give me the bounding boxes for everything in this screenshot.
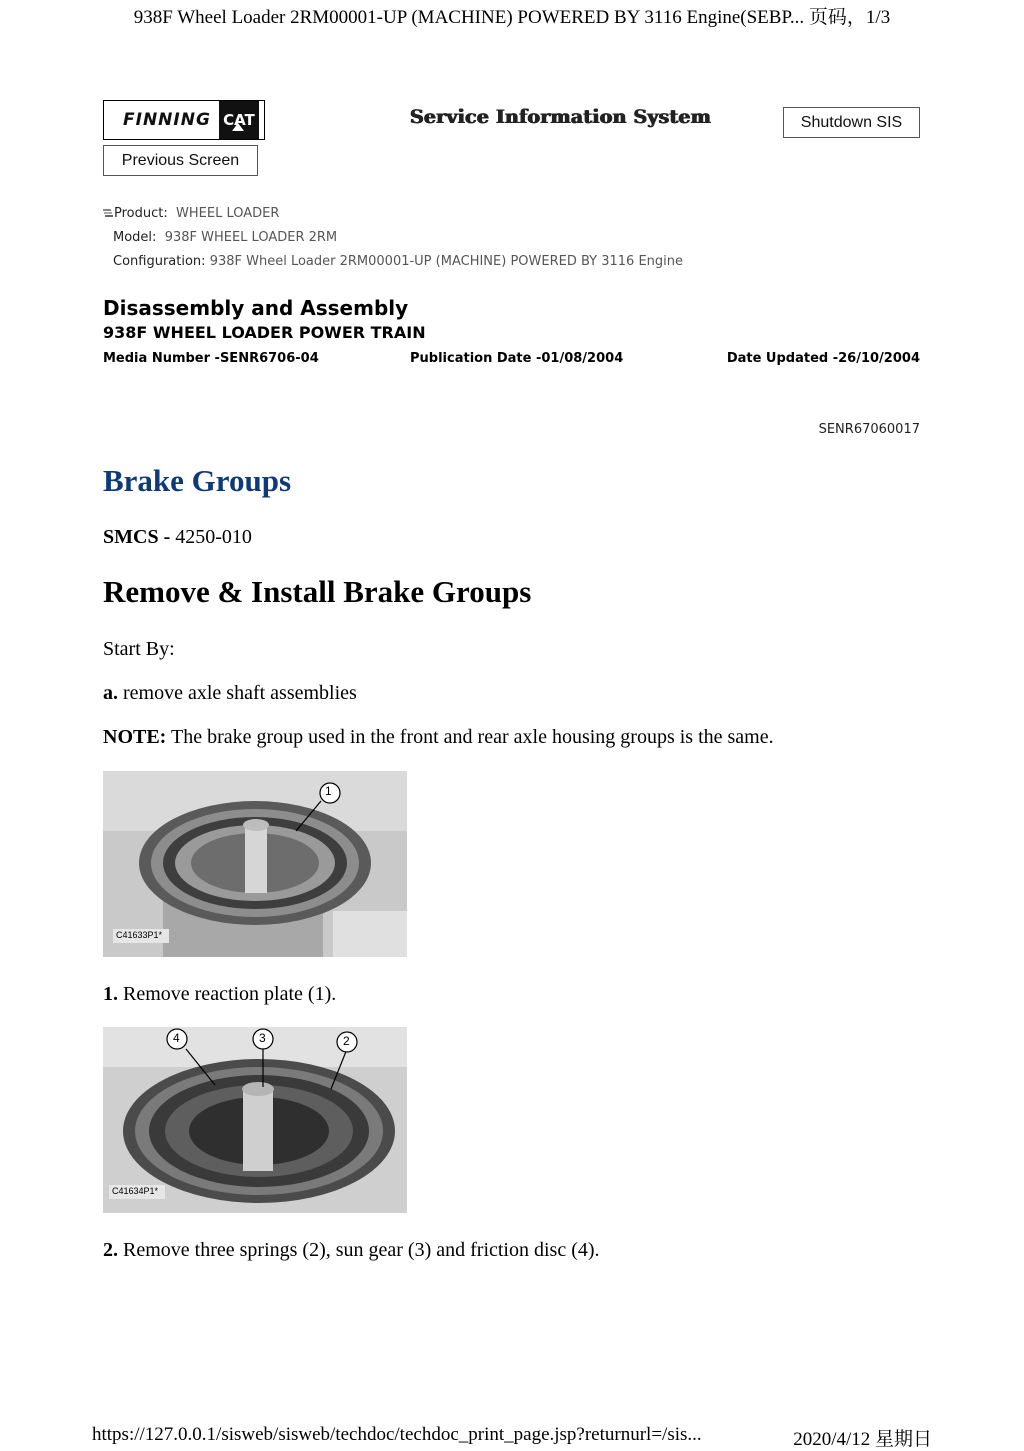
step-2 bbox=[103, 1239, 600, 1262]
configuration-label: Configuration: bbox=[113, 254, 206, 269]
finning-cat-logo bbox=[103, 100, 265, 140]
footer-datetime: 2020/4/12 星期日 bbox=[793, 1429, 932, 1450]
cat-logo bbox=[219, 101, 259, 139]
configuration-row bbox=[113, 254, 683, 269]
section-heading: Brake Groups bbox=[103, 463, 292, 498]
product-label: Product: bbox=[114, 206, 168, 221]
model-label: Model: bbox=[113, 230, 157, 245]
shutdown-sis-button[interactable]: Shutdown SIS bbox=[783, 107, 920, 138]
step-a-label: a. bbox=[103, 682, 118, 704]
callout-1: 1 bbox=[325, 784, 332, 798]
step-2-text: Remove three springs (2), sun gear (3) and friction disc (4). bbox=[123, 1239, 600, 1261]
finning-logo-text: FINNING bbox=[123, 110, 211, 130]
document-subtitle: 938F WHEEL LOADER POWER TRAIN bbox=[103, 323, 426, 342]
callout-3: 3 bbox=[259, 1031, 266, 1045]
brake-reaction-plate-photo bbox=[103, 771, 407, 957]
brake-springs-sun-gear-photo bbox=[103, 1027, 407, 1213]
step-1 bbox=[103, 983, 336, 1006]
document-title: Disassembly and Assembly bbox=[103, 296, 409, 320]
cat-logo-triangle-icon bbox=[232, 123, 244, 131]
step-a bbox=[103, 682, 357, 705]
procedure-heading: Remove & Install Brake Groups bbox=[103, 574, 532, 609]
print-footer bbox=[92, 1424, 932, 1451]
date-updated: Date Updated -26/10/2004 bbox=[726, 351, 920, 366]
document-id: SENR67060017 bbox=[818, 422, 920, 437]
note-label: NOTE: bbox=[103, 726, 167, 748]
publication-date: Publication Date -01/08/2004 bbox=[410, 351, 624, 366]
stack-icon bbox=[103, 208, 113, 217]
note bbox=[103, 726, 774, 749]
print-header: 938F Wheel Loader 2RM00001-UP (MACHINE) POWERED BY 3116 Engine(SEBP... 页码，1/3 bbox=[133, 7, 891, 28]
smcs-label: SMCS - bbox=[103, 526, 171, 548]
previous-screen-button[interactable]: Previous Screen bbox=[103, 145, 258, 176]
photo1-caption: C41633P1* bbox=[116, 930, 163, 940]
product-row bbox=[103, 206, 279, 221]
step-1-text: Remove reaction plate (1). bbox=[123, 983, 337, 1005]
callout-4: 4 bbox=[173, 1031, 180, 1045]
photo2-caption: C41634P1* bbox=[112, 1186, 159, 1196]
media-number: Media Number -SENR6706-04 bbox=[103, 351, 319, 366]
cat-logo-text: CAT bbox=[223, 111, 255, 129]
model-value: 938F WHEEL LOADER 2RM bbox=[164, 230, 338, 245]
smcs-value: 4250-010 bbox=[175, 526, 252, 548]
model-row bbox=[113, 230, 337, 245]
footer-url: https://127.0.0.1/sisweb/sisweb/techdoc/techdoc_print_page.jsp?returnurl=/sis... bbox=[92, 1424, 702, 1445]
step-1-label: 1. bbox=[103, 983, 118, 1005]
sis-title: Service Information System bbox=[410, 106, 712, 128]
smcs-code bbox=[103, 526, 252, 549]
step-2-label: 2. bbox=[103, 1239, 118, 1261]
configuration-value: 938F Wheel Loader 2RM00001-UP (MACHINE) POWERED BY 3116 Engine bbox=[209, 254, 684, 269]
callout-2: 2 bbox=[343, 1034, 350, 1048]
note-text: The brake group used in the front and rear axle housing groups is the same. bbox=[170, 726, 774, 748]
product-value: WHEEL LOADER bbox=[176, 206, 280, 221]
step-a-text: remove axle shaft assemblies bbox=[123, 682, 357, 704]
start-by-text: Start By: bbox=[103, 638, 175, 660]
